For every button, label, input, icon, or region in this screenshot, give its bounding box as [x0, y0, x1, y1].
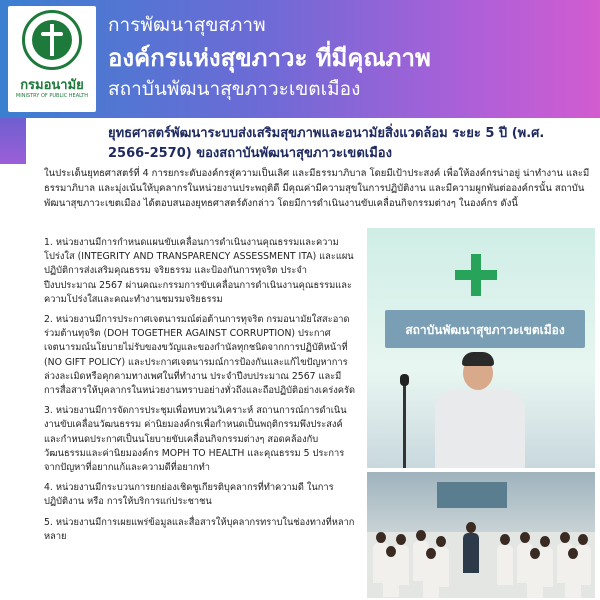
header-banner: [0, 0, 600, 118]
logo-text: กรมอนามัย: [20, 78, 84, 93]
accent-strip: [0, 118, 26, 164]
page-title: ยุทธศาสตร์พัฒนาระบบส่งเสริมสุขภาพและอนามัยสิ่งแวดล้อม ระยะ 5 ปี (พ.ศ. 2566-2570) ของสถาบันพัฒนาสุขภาวะเขตเมือง: [108, 126, 545, 161]
presentation-screen: [437, 482, 507, 508]
event-photo-speaker: [367, 228, 595, 468]
header-line2: องค์กรแห่งสุขภาวะ ที่มีคุณภาพ: [108, 44, 431, 72]
list-item: 2. หน่วยงานมีการประกาศเจตนารมณ์ต่อต้านการทุจริต กรมอนามัยใสสะอาด ร่วมต้านทุจริต (DOH TOGETHER AGAINST CORRUPTION) ประกาศเจตนารมณ์นโยบายไม่รับของขวัญและของกำนัลทุกชนิดจากการปฏิบัติหน้าที่ (NO GIFT POLICY) และประกาศเจตนารมณ์การป้องกันและแก้ไขปัญหาการล่วงละเมิดหรือคุกคามทางเพศในที่ทำงาน ประจำปีงบประมาณ 2567 และมีการสื่อสารให้บุคลากรในหน่วยงานทราบอย่างทั่วถึงและถือปฏิบัติอย่างเคร่งครัด: [44, 314, 355, 397]
microphone-icon: [400, 374, 409, 386]
ministry-logo: [8, 6, 96, 112]
action-list: [44, 236, 356, 550]
header-line1: การพัฒนาสุขสภาพ: [108, 14, 266, 36]
intro-paragraph: ในประเด็นยุทธศาสตร์ที่ 4 การยกระดับองค์กรสู่ความเป็นเลิศ และมีธรรมาภิบาล โดยมีเป้าประสงค์ เพื่อให้องค์กรน่าอยู่ น่าทำงาน และมีธรรมาภิบาล และมุ่งเน้นให้บุคลากรในหน่วยงานประพฤติดี มีคุณค่ามีความสุขในการปฏิบัติงาน และมีความผูกพันต่อองค์กรนั้น สถาบันพัฒนาสุขภาวะเขตเมือง ได้ตอบสนองยุทธศาสตร์ดังกล่าว โดยมีการดำเนินงานขับเคลื่อนกิจกรรมต่างๆ ในองค์กร ดังนี้: [44, 168, 590, 209]
microphone-stand: [403, 378, 406, 468]
logo-subtext: MINISTRY OF PUBLIC HEALTH: [15, 93, 89, 99]
photo-banner: [385, 310, 585, 348]
speaker-figure: [435, 390, 525, 468]
list-item: 5. หน่วยงานมีการเผยแพร่ข้อมูลและสื่อสารให้บุคลากรทราบในช่องทางที่หลากหลาย: [44, 516, 355, 542]
list-item: 4. หน่วยงานมีกระบวนการยกย่องเชิดชูเกียรติบุคลากรที่ทำความดี ในการปฏิบัติงาน หรือ การให้บริการแก่ประชาชน: [44, 482, 334, 508]
header-line3: สถาบันพัฒนาสุขภาวะเขตเมือง: [108, 78, 361, 100]
attendees-group: [367, 518, 595, 598]
speaker-hair: [462, 352, 494, 366]
list-item: 1. หน่วยงานมีการกำหนดแผนขับเคลื่อนการดำเนินงานคุณธรรมและความโปร่งใส (INTEGRITY AND TRANSPARENCY ASSESSMENT ITA) และแผนปฏิบัติการส่งเสริมคุณธรรม จริยธรรม และป้องกันการทุจริต ประจำปีงบประมาณ 2567 ผ่านคณะกรรมการขับเคลื่อนการดำเนินงานคุณธรรมและความโปร่งใสและคณะทำงานชมรมจริยธรรม: [44, 237, 354, 305]
list-item: 3. หน่วยงานมีการจัดการประชุมเพื่อทบทวนวิเคราะห์ สถานการณ์การดำเนินงานขับเคลื่อนวัฒนธรรม ค่านิยมองค์กรเพื่อกำหนดเป็นพฤติกรรมพึงประสงค์ และกำหนดประกาศเป็นนโยบายขับเคลื่อนกิจกรรมต่างๆ สอดคล้องกับวัฒนธรรมและค่านิยมองค์กร MOPH TO HEALTH และคุณธรรม 5 ประการจากปัญหาที่อยากแก้และความดีที่อยากทำ: [44, 405, 347, 474]
health-cross-icon: [455, 254, 497, 296]
photo-banner-text: สถาบันพัฒนาสุขภาวะเขตเมือง: [405, 323, 565, 337]
ministry-seal-icon: [22, 10, 82, 70]
event-photo-group: [367, 472, 595, 598]
